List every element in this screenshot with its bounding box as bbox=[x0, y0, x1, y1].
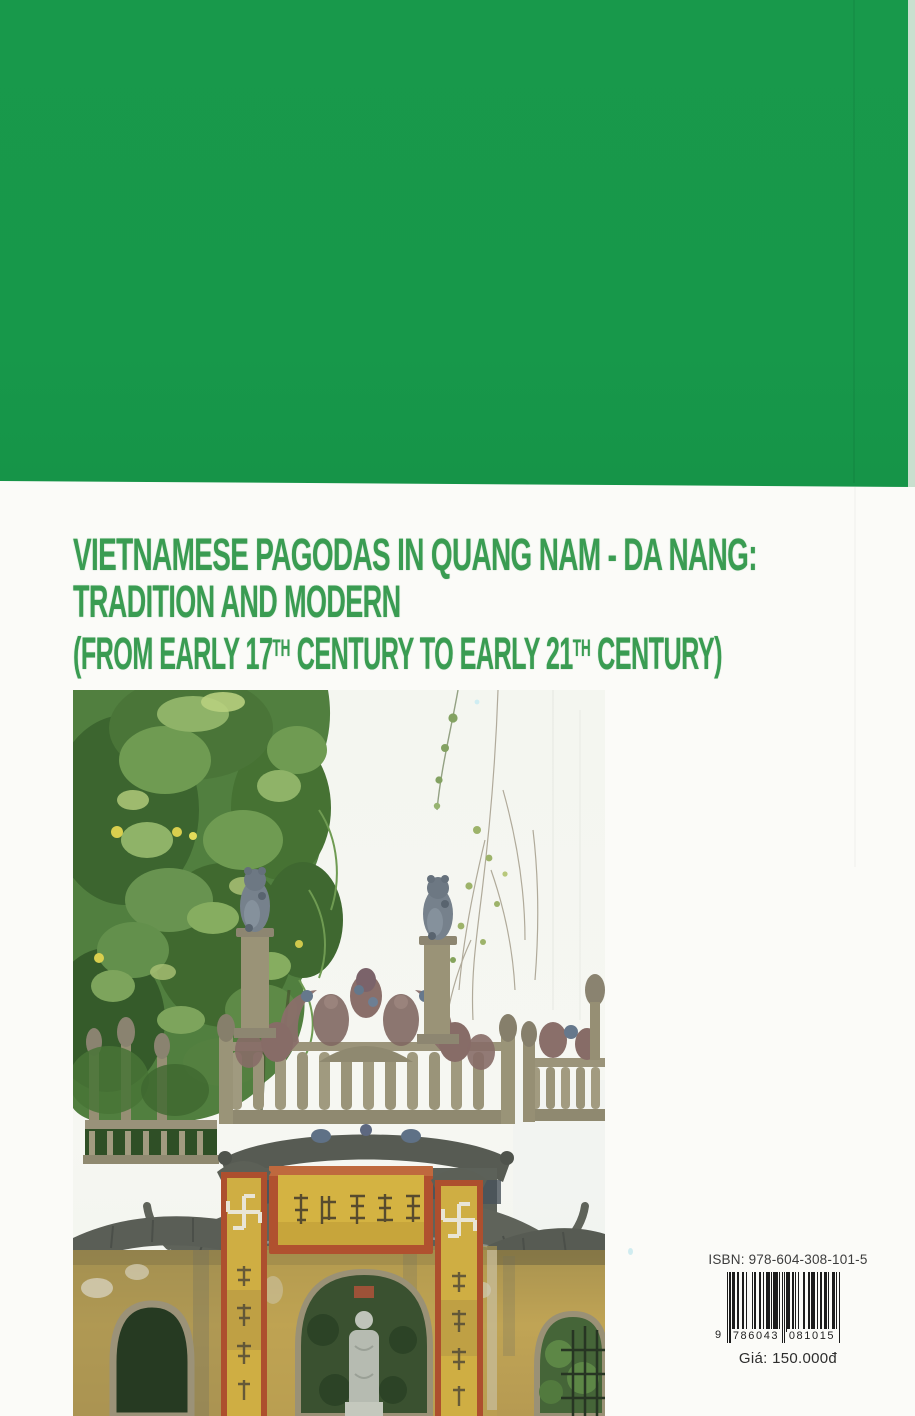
title-line-2: TRADITION AND MODERN bbox=[73, 576, 401, 627]
barcode-first-digit: 9 bbox=[715, 1329, 722, 1341]
book-title bbox=[73, 531, 913, 677]
scan-artifact-line bbox=[853, 0, 855, 483]
price-label: Giá: 150.000đ bbox=[738, 1350, 838, 1367]
title-line-1: VIETNAMESE PAGODAS IN QUANG NAM - DA NANG: bbox=[73, 529, 757, 580]
pagoda-gate-photo bbox=[73, 690, 605, 1416]
scan-edge bbox=[908, 0, 915, 487]
scan-speck bbox=[628, 1248, 633, 1255]
barcode bbox=[715, 1272, 841, 1346]
isbn-label: ISBN: 978-604-308-101-5 bbox=[708, 1252, 868, 1267]
barcode-digits-left: 786043 bbox=[732, 1330, 780, 1342]
gate-plaque bbox=[269, 1166, 433, 1254]
scan-artifact-line-2 bbox=[854, 487, 856, 867]
barcode-digits-right: 081015 bbox=[788, 1330, 836, 1342]
cover-top-band bbox=[0, 0, 915, 488]
title-line-3: (FROM EARLY 17TH CENTURY TO EARLY 21TH CENTURY) bbox=[73, 628, 722, 679]
isbn-block bbox=[706, 1252, 870, 1367]
